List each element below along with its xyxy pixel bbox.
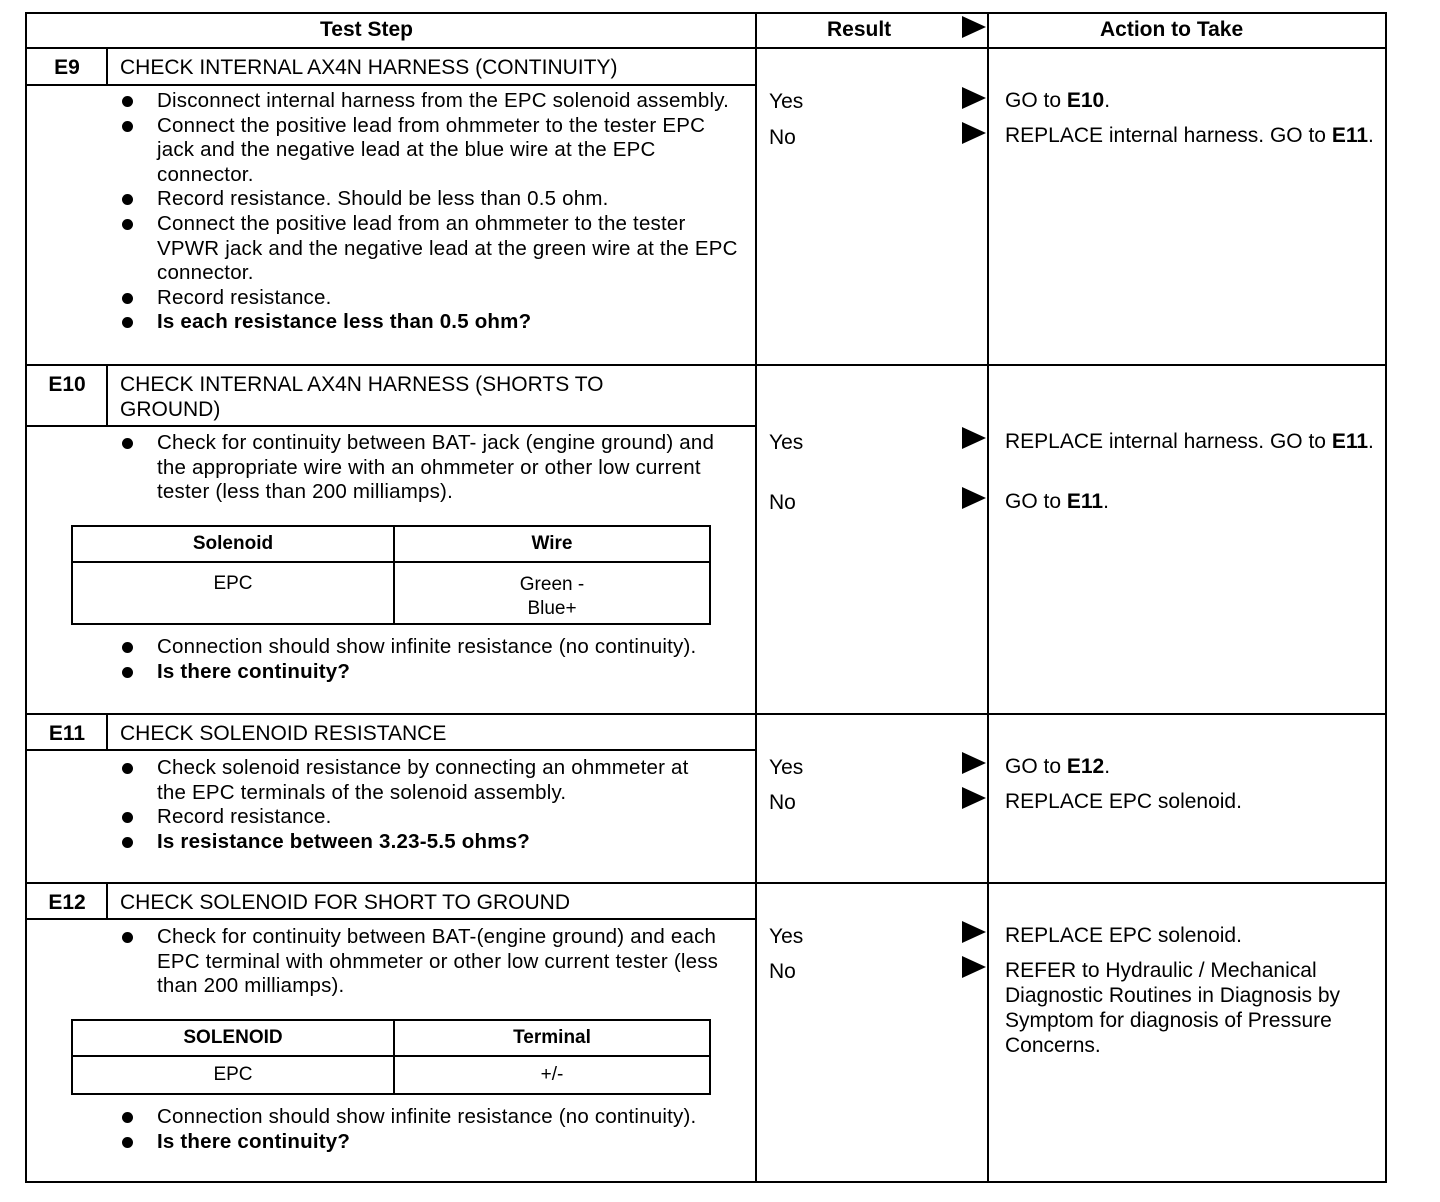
bullet-question: Is resistance between 3.23-5.5 ohms? xyxy=(157,830,697,855)
bullet-item: Check solenoid resistance by connecting an ohmmeter at the EPC terminals of the solenoid assembly. xyxy=(157,756,697,805)
action-text: REPLACE EPC solenoid. xyxy=(1005,924,1242,947)
step-title: CHECK INTERNAL AX4N HARNESS (SHORTS TO GROUND) xyxy=(120,373,604,421)
result-yes: Yes xyxy=(769,756,804,779)
bullet-item: Disconnect internal harness from the EPC solenoid assembly. xyxy=(157,89,742,114)
header-action: Action to Take xyxy=(1100,18,1244,41)
table-header: Solenoid xyxy=(72,526,394,562)
result-no: No xyxy=(769,491,796,514)
action-text: GO to E10. xyxy=(1005,89,1111,112)
bullet-item: Connection should show infinite resistance (no continuity). xyxy=(157,1105,742,1130)
action-text: REPLACE internal harness. GO to E11. xyxy=(1005,430,1374,453)
bullet-item: Connect the positive lead from ohmmeter to the tester EPC jack and the negative lead at the blue wire at the EPC connector. xyxy=(157,114,742,188)
bullet-item: Check for continuity between BAT-(engine ground) and each EPC terminal with ohmmeter or other low current tester (less than 200 milliamps). xyxy=(157,925,727,999)
step-id: E10 xyxy=(48,373,86,396)
table-header: Terminal xyxy=(394,1020,710,1056)
result-arrow-icon xyxy=(962,87,986,109)
step-divider xyxy=(25,713,1387,715)
header-divider xyxy=(25,47,1387,49)
step-bullets xyxy=(157,89,742,335)
action-text: REPLACE internal harness. GO to E11. xyxy=(1005,124,1374,147)
action-text: REFER to Hydraulic / Mechanical Diagnostic Routines in Diagnosis by Symptom for diagnosis of Pressure Concerns. xyxy=(1005,959,1341,1057)
step-divider xyxy=(25,364,1387,366)
title-divider xyxy=(25,749,756,751)
step-title: CHECK SOLENOID FOR SHORT TO GROUND xyxy=(120,891,571,914)
action-text: GO to E11. xyxy=(1005,490,1109,513)
result-yes: Yes xyxy=(769,925,804,948)
bullet-item: Record resistance. Should be less than 0.5 ohm. xyxy=(157,187,742,212)
result-arrow-icon xyxy=(962,487,986,509)
header-arrow-icon xyxy=(962,16,986,38)
result-arrow-icon xyxy=(962,427,986,449)
result-no: No xyxy=(769,791,796,814)
step-id: E12 xyxy=(48,891,86,914)
step-bullets xyxy=(157,925,727,999)
table-cell: Green - Blue+ xyxy=(394,562,710,624)
step-divider xyxy=(25,882,1387,884)
result-arrow-icon xyxy=(962,921,986,943)
title-divider xyxy=(25,84,756,86)
table-cell: EPC xyxy=(72,562,394,624)
solenoid-wire-table xyxy=(71,525,711,625)
step-id: E9 xyxy=(54,56,80,79)
bullet-question: Is there continuity? xyxy=(157,660,742,685)
step-title: CHECK SOLENOID RESISTANCE xyxy=(120,722,447,745)
result-arrow-icon xyxy=(962,752,986,774)
result-yes: Yes xyxy=(769,431,804,454)
table-header: Wire xyxy=(394,526,710,562)
bullet-question: Is each resistance less than 0.5 ohm? xyxy=(157,310,742,335)
table-cell: +/- xyxy=(394,1056,710,1094)
col-divider-result xyxy=(755,12,757,1183)
action-text: GO to E12. xyxy=(1005,755,1111,778)
result-no: No xyxy=(769,960,796,983)
step-title: CHECK INTERNAL AX4N HARNESS (CONTINUITY) xyxy=(120,56,618,79)
solenoid-terminal-table xyxy=(71,1019,711,1095)
step-bullets-after xyxy=(157,635,742,684)
result-yes: Yes xyxy=(769,90,804,113)
bullet-question: Is there continuity? xyxy=(157,1130,742,1155)
header-result: Result xyxy=(827,18,892,41)
col-divider-action xyxy=(987,12,989,1183)
table-cell: EPC xyxy=(72,1056,394,1094)
step-id: E11 xyxy=(48,722,86,745)
header-test-step: Test Step xyxy=(320,18,413,41)
title-divider xyxy=(25,425,756,427)
bullet-item: Check for continuity between BAT- jack (engine ground) and the appropriate wire with an ohmmeter or other low current tester (less than 200 milliamps). xyxy=(157,431,742,505)
table-header: SOLENOID xyxy=(72,1020,394,1056)
step-bullets xyxy=(157,756,697,854)
bullet-item: Connect the positive lead from an ohmmeter to the tester VPWR jack and the negative lead at the green wire at the EPC connector. xyxy=(157,212,742,286)
result-arrow-icon xyxy=(962,787,986,809)
result-no: No xyxy=(769,126,796,149)
title-divider xyxy=(25,918,756,920)
action-text: REPLACE EPC solenoid. xyxy=(1005,790,1242,813)
bullet-item: Connection should show infinite resistance (no continuity). xyxy=(157,635,742,660)
result-arrow-icon xyxy=(962,956,986,978)
bullet-item: Record resistance. xyxy=(157,805,697,830)
step-bullets-after xyxy=(157,1105,742,1154)
bullet-item: Record resistance. xyxy=(157,286,742,311)
step-bullets xyxy=(157,431,742,505)
result-arrow-icon xyxy=(962,122,986,144)
